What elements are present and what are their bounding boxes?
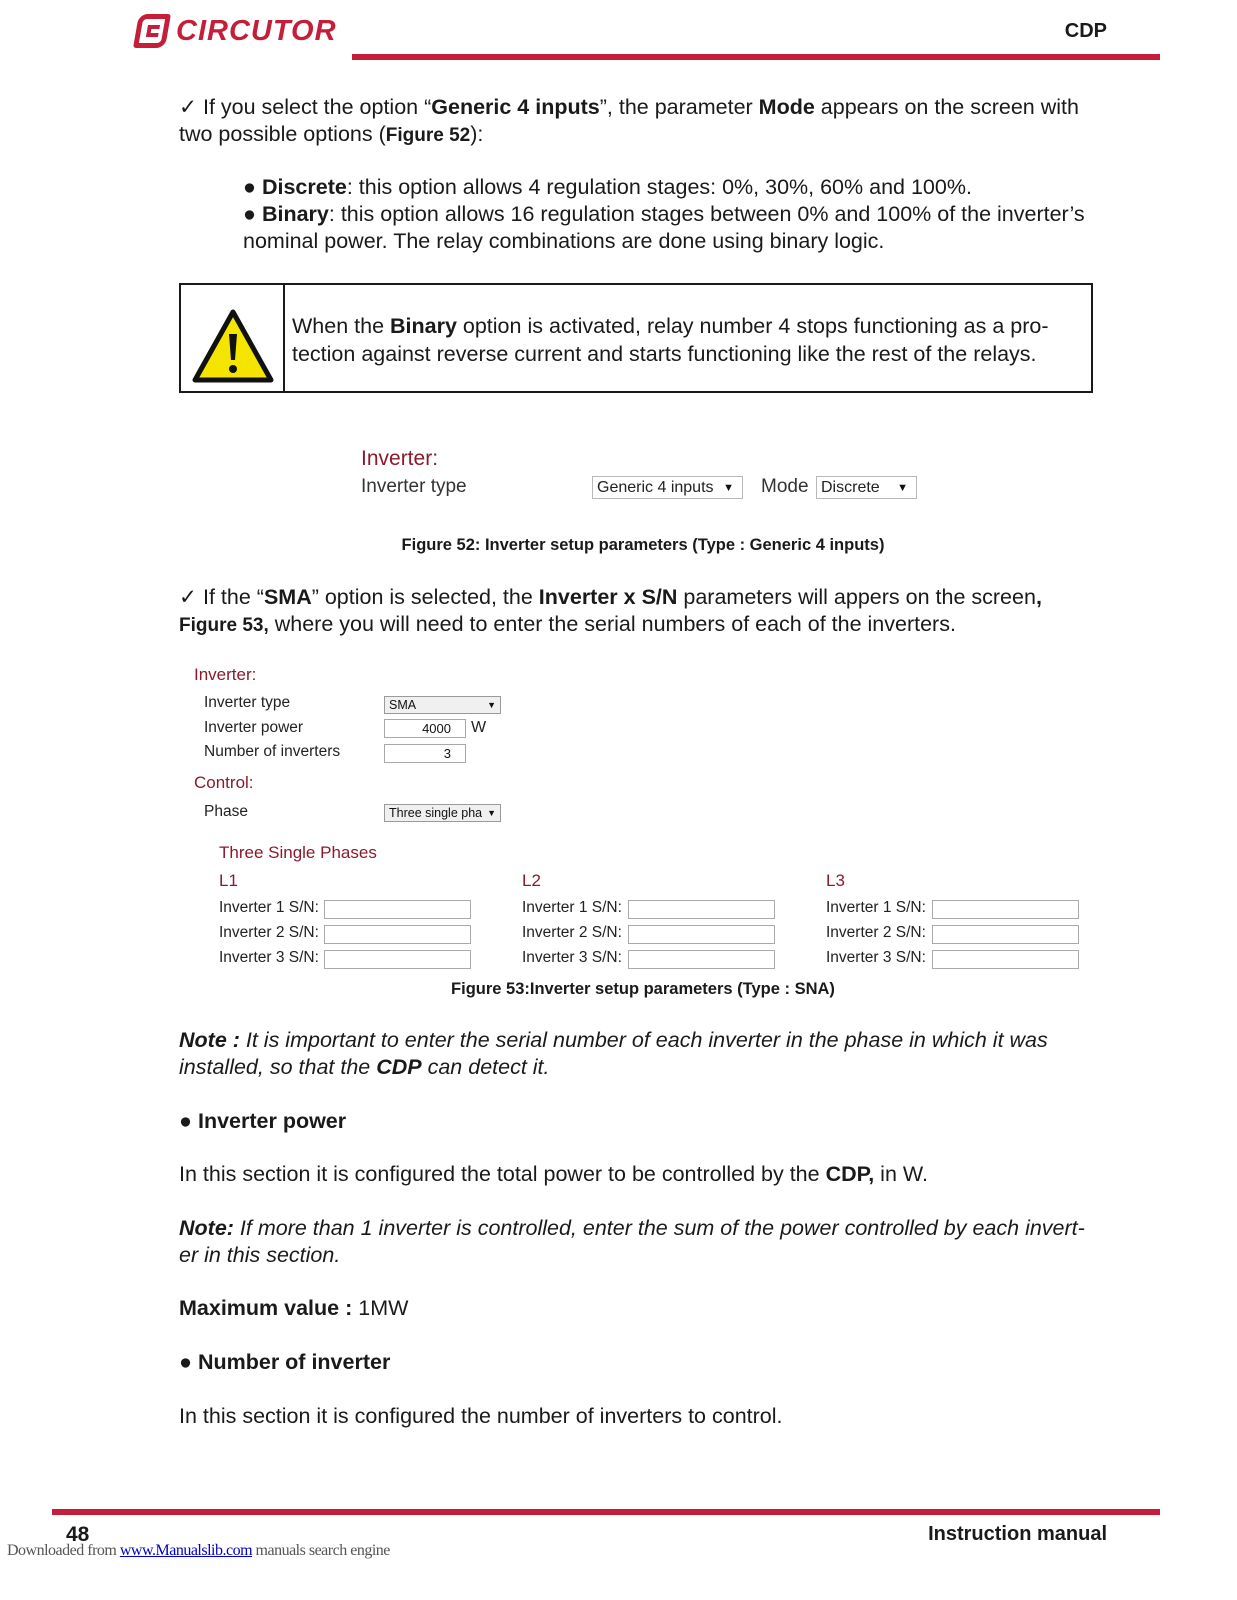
- download-notice: Downloaded from www.Manualslib.com manuals search engine: [7, 1542, 390, 1559]
- l1-inverter-2-label: Inverter 2 S/N:: [219, 924, 319, 941]
- list-item: ● Discrete: this option allows 4 regulation stages: 0%, 30%, 60% and 100%.: [243, 175, 972, 199]
- page-number: 48: [66, 1523, 90, 1546]
- chevron-down-icon: ▼: [723, 481, 734, 494]
- fig52-inverter-type-select[interactable]: Generic 4 inputs ▼: [592, 476, 743, 499]
- fig53-inverter-heading: Inverter:: [194, 665, 257, 684]
- options-list: ● Discrete: this option allows 4 regulation stages: 0%, 30%, 60% and 100%. ● Binary: this option allows 16 regulation stages between 0% and 100% of the inverter’s nominal power. The relay combinations are done using binary logic.: [243, 174, 1113, 255]
- fig53-type-label: Inverter type: [204, 694, 291, 711]
- sma-paragraph: ✓ If the “SMA” option is selected, the Inverter x S/N parameters will appers on the screen, Figure 53, where you will need to enter the serial numbers of each of the inverters.: [179, 585, 1042, 636]
- chevron-down-icon: ▼: [487, 700, 496, 710]
- brand-name: CIRCUTOR: [176, 14, 337, 47]
- l3-inverter-2-sn-input[interactable]: [932, 925, 1079, 944]
- intro-paragraph: ✓ If you select the option “Generic 4 inputs”, the parameter Mode appears on the screen with two possible options (Figure 52):: [179, 95, 1079, 146]
- l2-inverter-2-sn-input[interactable]: [628, 925, 775, 944]
- fig53-count-label: Number of inverters: [204, 743, 341, 760]
- list-item: ● Binary: this option allows 16 regulation stages between 0% and 100% of the inverter’s: [243, 202, 1085, 226]
- l3-inverter-3-sn-input[interactable]: [932, 950, 1079, 969]
- fig53-caption: Figure 53:Inverter setup parameters (Type : SNA): [451, 980, 835, 998]
- fig53-power-input[interactable]: 4000: [384, 719, 466, 738]
- fig53-power-unit: W: [471, 719, 487, 736]
- l3-inverter-2-label: Inverter 2 S/N:: [826, 924, 926, 941]
- fig52-heading: Inverter:: [361, 447, 439, 470]
- phase-l2-heading: L2: [522, 871, 541, 890]
- fig53-phases-heading: Three Single Phases: [219, 843, 377, 862]
- l1-inverter-1-sn-input[interactable]: [324, 900, 471, 919]
- l1-inverter-3-label: Inverter 3 S/N:: [219, 949, 319, 966]
- maximum-value: Maximum value : 1MW: [179, 1296, 409, 1320]
- warning-text: When the Binary option is activated, relay number 4 stops functioning as a pro- tection against reverse current and starts functioning like the rest of the relays.: [292, 314, 1049, 366]
- l1-inverter-1-label: Inverter 1 S/N:: [219, 899, 319, 916]
- fig53-phase-select[interactable]: Three single pha ▼: [384, 804, 501, 822]
- circutor-logo: [136, 14, 337, 48]
- l2-inverter-2-label: Inverter 2 S/N:: [522, 924, 622, 941]
- warning-icon: [192, 308, 274, 384]
- fig52-mode-select[interactable]: Discrete ▼: [816, 476, 917, 499]
- chevron-down-icon: ▼: [487, 808, 496, 818]
- fig52-mode-label: Mode: [761, 476, 809, 497]
- note-serial-numbers: Note : It is important to enter the serial number of each inverter in the phase in which it was installed, so that the CDP can detect it.: [179, 1028, 1048, 1079]
- circutor-logo-icon: [133, 14, 171, 48]
- footer-title: Instruction manual: [928, 1523, 1107, 1545]
- fig53-type-select[interactable]: SMA ▼: [384, 696, 501, 714]
- phase-l3-heading: L3: [826, 871, 845, 890]
- product-name: CDP: [1064, 20, 1107, 42]
- manualslib-link[interactable]: www.Manualslib.com: [119, 1542, 253, 1559]
- l3-inverter-1-label: Inverter 1 S/N:: [826, 899, 926, 916]
- number-of-inverter-text: In this section it is configured the number of inverters to control.: [179, 1404, 783, 1428]
- l2-inverter-3-sn-input[interactable]: [628, 950, 775, 969]
- l1-inverter-2-sn-input[interactable]: [324, 925, 471, 944]
- chevron-down-icon: ▼: [897, 481, 908, 494]
- l3-inverter-3-label: Inverter 3 S/N:: [826, 949, 926, 966]
- fig53-control-heading: Control:: [194, 773, 254, 792]
- fig52-inverter-type-label: Inverter type: [361, 476, 467, 497]
- header-rule: [352, 54, 1160, 60]
- fig53-power-label: Inverter power: [204, 719, 304, 736]
- l1-inverter-3-sn-input[interactable]: [324, 950, 471, 969]
- l2-inverter-1-label: Inverter 1 S/N:: [522, 899, 622, 916]
- fig53-phase-label: Phase: [204, 803, 248, 820]
- inverter-power-text: In this section it is configured the total power to be controlled by the CDP, in W.: [179, 1162, 928, 1186]
- inverter-power-heading: ● Inverter power: [179, 1109, 347, 1133]
- l2-inverter-1-sn-input[interactable]: [628, 900, 775, 919]
- fig53-count-input[interactable]: 3: [384, 744, 466, 763]
- fig52-caption: Figure 52: Inverter setup parameters (Type : Generic 4 inputs): [401, 536, 885, 554]
- number-of-inverter-heading: ● Number of inverter: [179, 1350, 391, 1374]
- l2-inverter-3-label: Inverter 3 S/N:: [522, 949, 622, 966]
- warning-divider: [283, 283, 285, 393]
- note-power-sum: Note: If more than 1 inverter is controlled, enter the sum of the power controlled by each invert- er in this section.: [179, 1216, 1085, 1267]
- phase-l1-heading: L1: [219, 871, 238, 890]
- footer-rule: [52, 1509, 1160, 1515]
- l3-inverter-1-sn-input[interactable]: [932, 900, 1079, 919]
